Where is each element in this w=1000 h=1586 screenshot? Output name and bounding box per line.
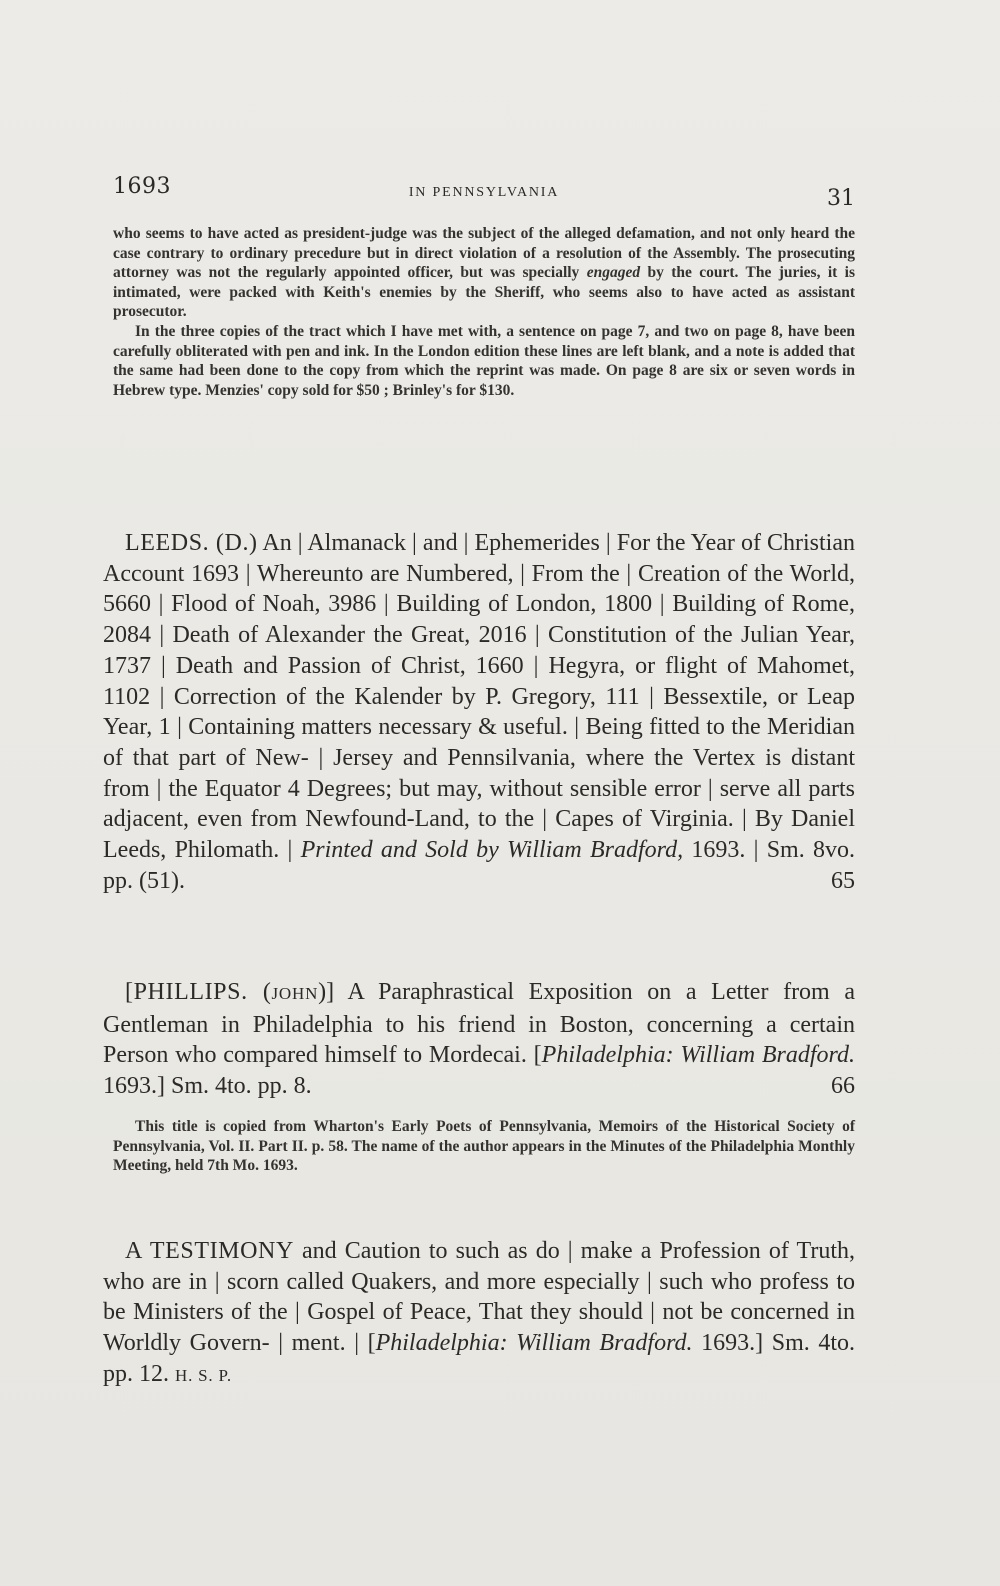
running-title: IN PENNSYLVANIA bbox=[408, 185, 560, 200]
entry-imprint-italic: Philadelphia: William Bradford. bbox=[541, 1042, 856, 1069]
note-text: who seems to have acted as president-judge was the subject of the alleged defamation, and not only heard the case contrary to ordinary precedure but in direct violation of a resolution of the Assembly. The prosecuting attorney was not the regularly appointed officer, but was specially bbox=[113, 225, 855, 282]
entry-leeds bbox=[103, 528, 855, 896]
entry-body: and Caution to such as do | make a Profession of Truth, who are in | scorn called Quakers, and more especially | such who profess to be Ministers of the | Gospel of Peace, That they should | not be concerned in Worldly Govern- | ment. | bbox=[103, 1238, 855, 1357]
note-paragraph-1 bbox=[113, 224, 855, 322]
entry-heading: A TESTIMONY bbox=[125, 1238, 294, 1264]
entry-heading: [PHILLIPS. ( bbox=[125, 979, 272, 1005]
header-year: 1693 bbox=[113, 174, 171, 199]
entry-imprint-open: [ bbox=[533, 1042, 542, 1069]
entry-imprint-open: [ bbox=[367, 1330, 376, 1357]
page-number: 31 bbox=[827, 186, 855, 211]
note-paragraph-2: In the three copies of the tract which I have met with, a sentence on page 7, and two on page 8, have been carefully obliterated with pen and ink. In the London edition these lines are left blank, and a note is added that the same had been done to the copy from which the reprint was made. On page 8 are six or seven words in Hebrew type. Menzies' copy sold for $50 ; Brinley's for $130. bbox=[113, 322, 855, 399]
entry-imprint: 1693. | Sm. 8vo. pp. (51). bbox=[103, 837, 855, 894]
entry-body: A Paraphrastical Exposition on a Letter from a Gentleman in Philadelphia to his friend in Boston, concerning a certain Person who compared himself to Mordecai. bbox=[103, 979, 856, 1069]
entry-note-phillips bbox=[113, 1117, 855, 1176]
entry-body: An | Almanack | and | Ephemerides | For the Year of Christian Account 1693 | Whereunto are Numbered, | From the | Creation of the World, 5660 | Flood of Noah, 3986 | Building of London, 1800 | Building of Rome, 2084 | Death of Alexander the Great, 2016 | Constitution of the Julian Year, 1737 | Death and Passion of Christ, 1660 | Hegyra, or flight of Mahomet, 1102 | Correction of the Kalender by P. Gregory, 111 | Bessextile, or Leap Year, 1 | Containing matters necessary & useful. | Being fitted to the Meridian of that part of New- | Jersey and Pennsilvania, where the Vertex is distant from | the Equator 4 Degrees; but may, without sensible error | serve all parts adjacent, even from Newfound-Land, to the | Capes of Virginia. | By Daniel Leeds, Philomath. | bbox=[103, 530, 855, 864]
note-paragraph: This title is copied from Wharton's Early Poets of Pennsylvania, Memoirs of the Historical Society of Pennsylvania, Vol. II. Part II. p. 58. The name of the author appears in the Minutes of the Philadelphia Monthly Meeting, held 7th Mo. 1693. bbox=[113, 1118, 855, 1175]
running-header bbox=[113, 170, 855, 210]
entry-number: 65 bbox=[831, 867, 855, 894]
continued-notes bbox=[113, 224, 855, 400]
note-italic-word: engaged bbox=[586, 264, 641, 282]
entry-imprint: 1693.] Sm. 4to. pp. 8. bbox=[103, 1073, 312, 1100]
note-text-end: by the court. The juries, it is intimated, were packed with Keith's enemies by the Sheriff, who seems also to have acted as assistant prosecutor. bbox=[113, 264, 855, 321]
entry-imprint-italic: Philadelphia: William Bradford. bbox=[375, 1330, 693, 1357]
entry-heading-close: )] bbox=[318, 979, 335, 1005]
entry-number: 66 bbox=[831, 1073, 855, 1100]
entry-phillips bbox=[103, 977, 855, 1102]
entry-heading: LEEDS. (D.) bbox=[125, 530, 258, 556]
entry-locations: H. S. P. bbox=[175, 1365, 232, 1385]
entry-testimony bbox=[103, 1236, 855, 1392]
entry-imprint-italic: Printed and Sold by William Bradford, bbox=[300, 837, 684, 864]
entry-imprint: 1693.] Sm. 4to. pp. 12. bbox=[103, 1330, 856, 1387]
entry-heading-smallcaps: JOHN bbox=[271, 984, 319, 1003]
